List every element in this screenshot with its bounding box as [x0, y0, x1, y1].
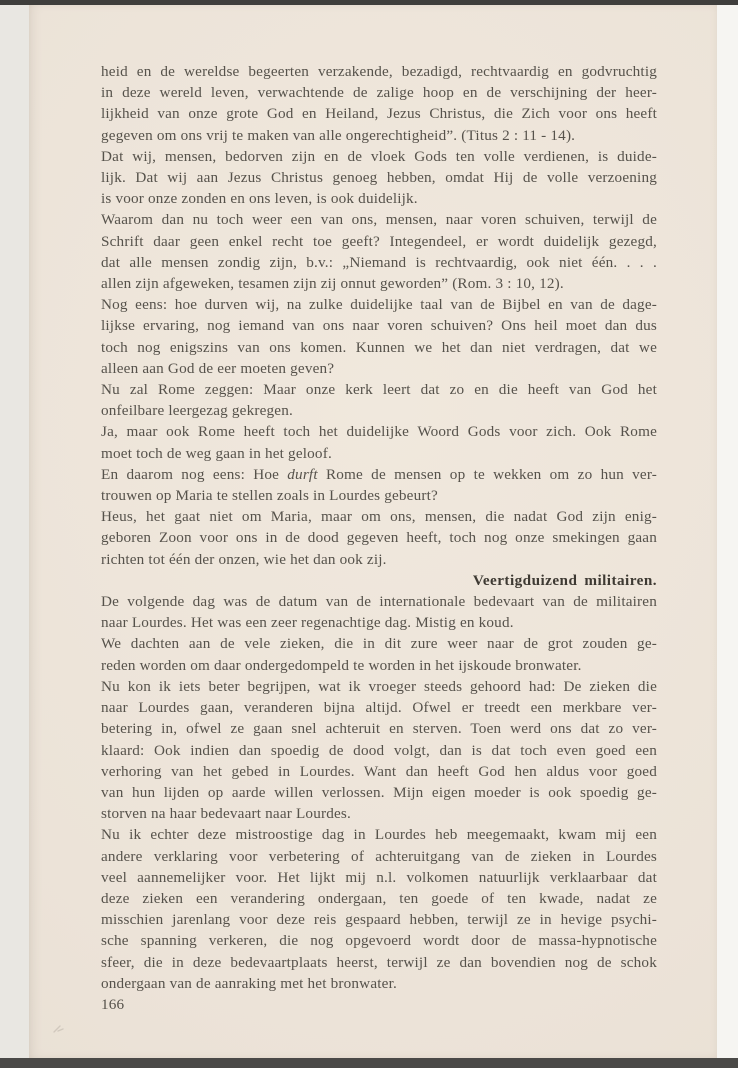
book-page [29, 5, 717, 1058]
text-line: sche spanning verkeren, die nog opgevoerd wordt door de massa-hypnotische [101, 932, 657, 950]
text-line: allen zijn afgeweken, tesamen zijn zij onnut geworden” (Rom. 3 : 10, 12). [101, 275, 564, 293]
text-line: En daarom nog eens: Hoe durft Rome de mensen op te wekken om zo hun ver- [101, 465, 657, 483]
text-line: in deze wereld leven, verwachtende de zalige hoop en de verschijning der heer- [101, 84, 657, 102]
text-column [101, 61, 657, 1015]
paragraph [101, 633, 657, 675]
paragraph [101, 379, 657, 421]
text-line: Nu ik echter deze mistroostige dag in Lourdes heb meegemaakt, kwam mij een [101, 826, 657, 844]
text-line: ondergaan van de aanraking met het bronwater. [101, 974, 397, 992]
text-line: We dachten aan de vele zieken, die in dit zure weer naar de grot zouden ge- [101, 635, 657, 653]
text-line: lijkheid van onze grote God en Heiland, Jezus Christus, die Zich voor ons heeft [101, 105, 657, 123]
text-line: onfeilbare leergezag gekregen. [101, 402, 293, 420]
text-line: alleen aan God de eer moeten geven? [101, 359, 335, 377]
pencil-mark [51, 1020, 73, 1036]
text-line: Dat wij, mensen, bedorven zijn en de vloek Gods ten volle verdienen, is duide- [101, 147, 657, 165]
text-line: misschien jarenlang voor deze reis gespaard hebben, terwijl ze in hevige psychi- [101, 911, 657, 929]
scan-left-margin [0, 5, 29, 1058]
paragraph [101, 294, 657, 379]
page-text [101, 61, 657, 994]
text-line: is voor onze zonden en ons leven, is ook duidelijk. [101, 190, 418, 208]
text-line: storven na haar bedevaart naar Lourdes. [101, 805, 351, 823]
text-line: lijk. Dat wij aan Jezus Christus genoeg hebben, omdat Hij de volle verzoening [101, 169, 657, 187]
text-line: Heus, het gaat niet om Maria, maar om ons, mensen, die nadat God zijn enig- [101, 508, 657, 526]
text-line: andere verklaring voor verbetering of achteruitgang van de zieken in Lourdes [101, 847, 657, 865]
text-line: Waarom dan nu toch weer een van ons, mensen, naar voren schuiven, terwijl de [101, 211, 657, 229]
text-line: toch nog enigszins van ons komen. Kunnen we het dan niet verdragen, dat we [101, 338, 657, 356]
text-line: verhoring van het gebed in Lourdes. Want dan heeft God hen aldus voor goed [101, 762, 657, 780]
text-line: Nu kon ik iets beter begrijpen, wat ik vroeger steeds gehoord had: De zieken die [101, 677, 657, 695]
text-line: gegeven om ons vrij te maken van alle ongerechtigheid”. (Titus 2 : 11 - 14). [101, 126, 576, 144]
text-line: lijkse ervaring, nog iemand van ons naar voren schuiven? Ons heil moet dan dus [101, 317, 657, 335]
text-line: heid en de wereldse begeerten verzakende, bezadigd, rechtvaardig en godvruchtig [101, 63, 657, 80]
text-line: trouwen op Maria te stellen zoals in Lourdes gebeurt? [101, 487, 438, 505]
paragraph [101, 824, 657, 994]
text-line: geboren Zoon voor ons in de dood gegeven heeft, toch nog onze smekingen gaan [101, 529, 657, 547]
text-line: van hun lijden op aarde willen verlossen. Mijn eigen moeder is ook spoedig ge- [101, 783, 657, 801]
text-line: Nog eens: hoe durven wij, na zulke duidelijke taal van de Bijbel en van de dage- [101, 296, 657, 314]
italic-text: durft [287, 465, 318, 483]
text-line: sfeer, die in deze bedevaartplaats heerst, terwijl ze dan bovendien nog de schok [101, 953, 657, 971]
text-line: naar Lourdes gaan, veranderen bijna altijd. Ofwel er treedt een merkbare ver- [101, 699, 657, 717]
paragraph [101, 209, 657, 294]
text-line: dat alle mensen zondig zijn, b.v.: „Niemand is rechtvaardig, ook niet één. . . . [101, 253, 657, 271]
section-heading: Veertigduizend militairen. [472, 571, 657, 589]
text-line: betering in, ofwel ze gaan snel achteruit en sterven. Toen werd ons dat zo ver- [101, 720, 657, 738]
text-line: deze zieken een verandering ondergaan, ten goede of ten kwade, nadat ze [101, 889, 657, 907]
text-line: Ja, maar ook Rome heeft toch het duidelijke Woord Gods voor zich. Ook Rome [101, 423, 657, 441]
paragraph [101, 146, 657, 210]
text-line: Schrift daar geen enkel recht toe geeft? Integendeel, er wordt duidelijk gezegd, [101, 232, 657, 250]
text-line: moet toch de weg gaan in het geloof. [101, 444, 332, 462]
text-line: naar Lourdes. Het was een zeer regenachtige dag. Mistig en koud. [101, 614, 514, 632]
text-line: veel aannemelijker voor. Het lijkt mij n.l. volkomen natuurlijk verklaarbaar dat [101, 868, 657, 886]
scan-bottom-edge [0, 1058, 738, 1068]
text-line: richten tot één der onzen, wie het dan ook zij. [101, 550, 387, 568]
page-number: 166 [101, 995, 125, 1013]
text-line: Nu zal Rome zeggen: Maar onze kerk leert dat zo en die heeft van God het [101, 381, 657, 399]
text-line: De volgende dag was de datum van de internationale bedevaart van de militairen [101, 593, 657, 611]
paragraph [101, 506, 657, 570]
paragraph [101, 61, 657, 146]
paragraph [101, 464, 657, 506]
paragraph [101, 676, 657, 824]
paragraph [101, 421, 657, 463]
text-line: klaard: Ook indien dan spoedig de dood volgt, dan is dat toch even goed een [101, 741, 657, 759]
text-line: reden worden om daar ondergedompeld te worden in het ijskoude bronwater. [101, 656, 582, 674]
paragraph [101, 591, 657, 633]
